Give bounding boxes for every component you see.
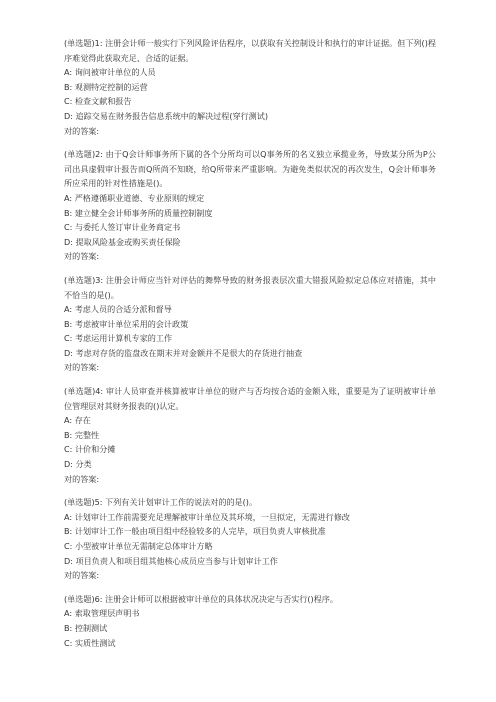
correct-answer-label: 对的答案: bbox=[64, 251, 100, 262]
correct-answer-label: 对的答案: bbox=[64, 125, 100, 136]
option-c: C: 计价和分摊 bbox=[64, 444, 116, 455]
option-c: C: 检查文献和报告 bbox=[64, 96, 132, 107]
option-b: B: 控制测试 bbox=[64, 622, 108, 633]
option-a: A: 询问被审计单位的人员 bbox=[64, 67, 156, 78]
option-d: D: 提取风险基金或购买责任保险 bbox=[64, 236, 181, 247]
option-c: C: 考虑运用计算机专家的工作 bbox=[64, 333, 173, 344]
option-b: B: 计划审计工作一般由项目组中经验较多的人完毕，项目负责人审核批准 bbox=[64, 526, 326, 537]
option-a: A: 索取管理层声明书 bbox=[64, 608, 140, 619]
question-stem: (单选题)4: 审计人员审查并核算被审计单位的财产与否均按合适的金额入账，重要是为了证明被审计单位管理层对其财务报表的()认定。 bbox=[64, 386, 436, 411]
option-b: B: 考虑被审计单位采用的会计政策 bbox=[64, 318, 189, 329]
question-stem: (单选题)1: 注册会计师一般实行下列风险评估程序，以获取有关控制设计和执行的审计证据。但下列()程序难觉得此获取充足、合适的证据。 bbox=[64, 38, 436, 63]
option-b: B: 建立健全会计师事务所的质量控制制度 bbox=[64, 207, 213, 218]
question-item bbox=[64, 592, 436, 650]
question-item bbox=[64, 147, 436, 264]
question-item bbox=[64, 384, 436, 486]
question-stem: (单选题)5: 下列有关计划审计工作的说法对的的是()。 bbox=[64, 497, 258, 508]
question-item bbox=[64, 273, 436, 375]
option-a: A: 计划审计工作前需要充足理解被审计单位及其环境，一旦拟定，无需进行修改 bbox=[64, 511, 350, 522]
option-a: A: 严格遵循职业道德、专业原则的规定 bbox=[64, 192, 205, 203]
correct-answer-label: 对的答案: bbox=[64, 473, 100, 484]
question-stem: (单选题)2: 由于Q会计师事务所下属的各个分所均可以Q事务所的名义独立承揽业务，导致某分所为P公司出具虚假审计报告而Q所尚不知晓，给Q所带来严重影响。为避免类似状况的再次发生，Q会计师事务所应采用的针对性措施是()。 bbox=[64, 149, 436, 189]
option-d: D: 追踪交易在财务报告信息系统中的解决过程(穿行测试) bbox=[64, 110, 269, 121]
correct-answer-label: 对的答案: bbox=[64, 362, 100, 373]
question-stem: (单选题)3: 注册会计师应当针对评估的舞弊导致的财务报表层次重大错报风险拟定总体应对措施，其中不恰当的是()。 bbox=[64, 274, 436, 300]
option-a: A: 考虑人员的合适分派和督导 bbox=[64, 304, 172, 315]
option-b: B: 观测特定控制的运营 bbox=[64, 81, 148, 92]
option-d: D: 分类 bbox=[64, 459, 92, 470]
option-a: A: 存在 bbox=[64, 415, 91, 426]
question-item bbox=[64, 36, 436, 138]
option-b: B: 完整性 bbox=[64, 429, 100, 440]
question-item bbox=[64, 495, 436, 583]
option-d: D: 项目负责人和项目组其他核心成员应当参与计划审计工作 bbox=[64, 555, 278, 566]
correct-answer-label: 对的答案: bbox=[64, 570, 100, 581]
option-c: C: 小型被审计单位无需制定总体审计方略 bbox=[64, 541, 213, 551]
question-stem: (单选题)6: 注册会计师可以根据被审计单位的具体状况决定与否实行()程序。 bbox=[64, 593, 338, 604]
question-list bbox=[64, 36, 436, 659]
option-c: C: 与委托人签订审计业务商定书 bbox=[64, 222, 181, 233]
option-c: C: 实质性测试 bbox=[64, 637, 116, 648]
option-d: D: 考虑对存货的监盘改在期末并对金额并不是很大的存货进行抽查 bbox=[64, 347, 303, 358]
